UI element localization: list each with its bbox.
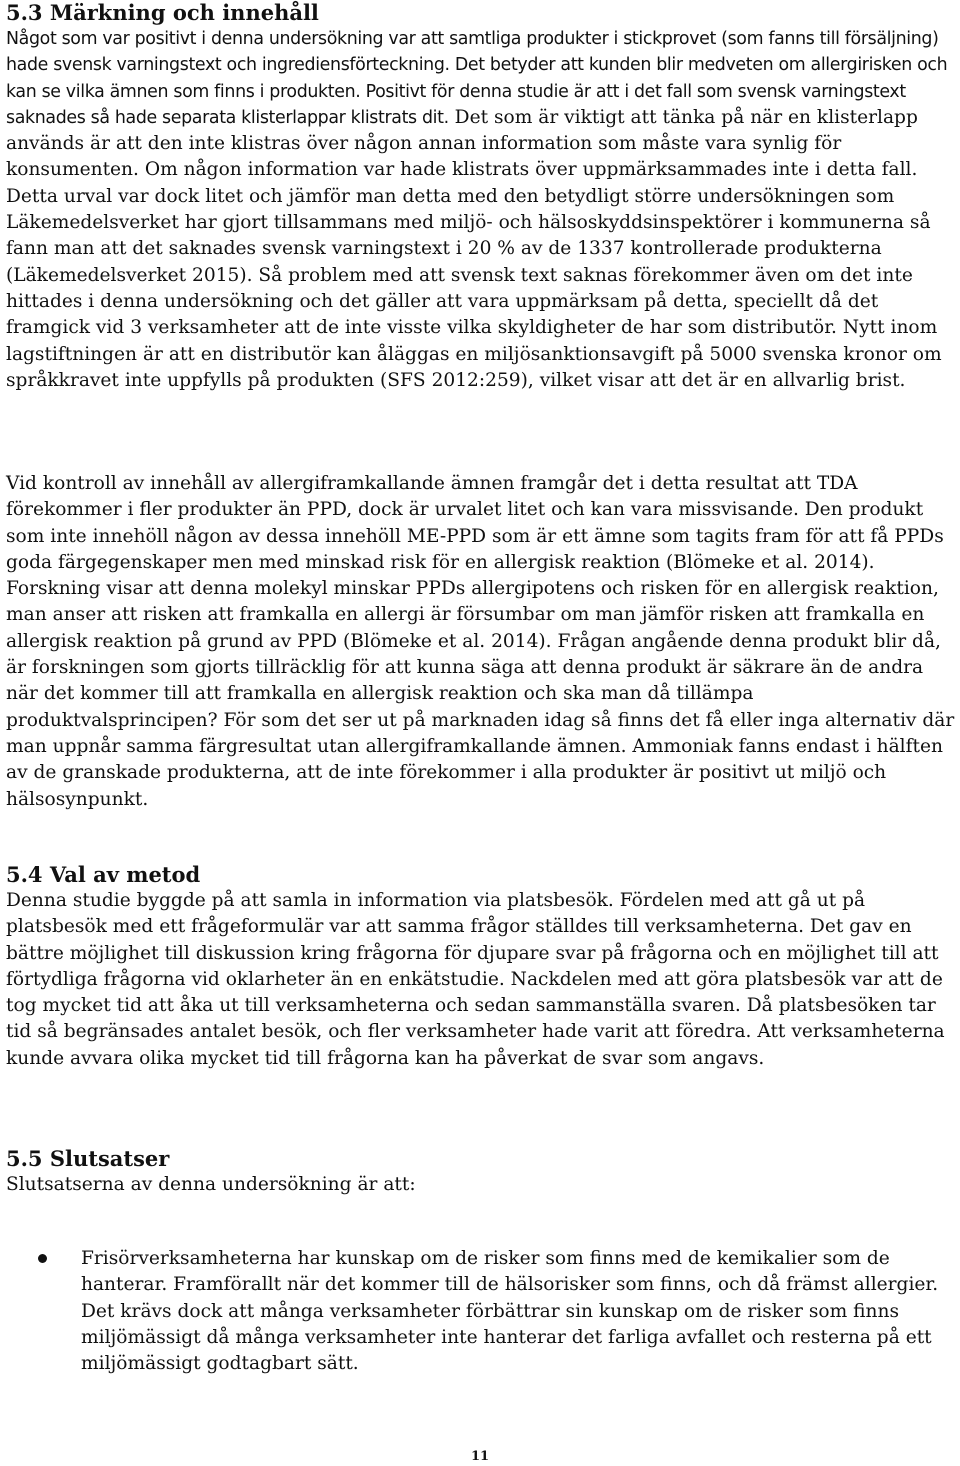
page-number: 11	[470, 1449, 490, 1464]
bullet-dot-icon	[38, 1254, 47, 1263]
paragraph-marking-serif-part: Det som är viktigt att tänka på när en klisterlapp används är att den inte klistras över någon annan information som måste vara synlig för konsumenten. Om någon information var hade klistrats över uppmärksammades inte i detta fall. Detta urval var dock litet och jämför man detta med den betydligt större undersökningen som Läkemedelsverket har gjort tillsammans med miljö- och hälsoskyddsinspektörer i kommunerna så fann man att det saknades svensk varningstext i 20 % av de 1337 kontrollerade produkterna (Läkemedelsverket 2015). Så problem med att svensk text saknas förekommer även om det inte hittades i denna undersökning och det gäller att vara uppmärksam på detta, speciellt då det framgick vid 3 verksamheter att de inte visste vilka skyldigheter de har som distributör. Nytt inom lagstiftningen är att en distributör kan åläggas en miljösanktionsavgift på 5000 svenska kronor om språkkravet inte uppfylls på produkten (SFS 2012:259), vilket visar att det är en allvarlig brist.	[6, 106, 942, 391]
section-5-3	[6, 0, 956, 394]
paragraph-marking-sans-part: Något som var positivt i denna undersökning var att samtliga produkter i stickprovet (som fanns till försäljning) hade svensk varningstext och ingrediensförteckning. Det betyder att kunden blir medveten om allergirisken och kan se vilka ämnen som finns i produkten. Positivt för denna studie är att i det fall som svensk varningstext saknades så hade separata klisterlappar klistrats dit.	[6, 29, 948, 128]
conclusions-intro: Slutsatserna av denna undersökning är att:	[6, 1174, 416, 1195]
list-item	[6, 1246, 956, 1377]
conclusion-text: Frisörverksamheterna har kunskap om de risker som finns med de kemikalier som de hanterar. Framförallt när det kommer till de hälsorisker som finns, och då främst allergier. Det krävs dock att många verksamheter förbättrar sin kunskap om de risker som finns miljömässigt då många verksamheter inte hanterar det farliga avfallet och resterna på ett miljömässigt godtagbart sätt.	[81, 1248, 939, 1375]
section-5-4	[6, 862, 956, 1072]
paragraph-method: Denna studie byggde på att samla in information via platsbesök. Fördelen med att gå ut på platsbesök med ett frågeformulär var att samma frågor ställdes till verksamheterna. Det gav en bättre möjlighet till diskussion kring frågorna för djupare svar på frågorna och en möjlighet till att förtydliga frågorna vid oklarheter än en enkätstudie. Nackdelen med att göra platsbesök var att de tog mycket tid att åka ut till verksamheterna och sedan sammanställa svaren. Då platsbesöken tar tid så begränsades antalet besök, och fler verksamheter hade varit att föredra. Att verksamheterna kunde avvara olika mycket tid till frågorna kan ha påverkat de svar som angavs.	[6, 890, 945, 1069]
conclusions-list	[6, 1246, 956, 1377]
paragraph-allergen-content: Vid kontroll av innehåll av allergiframkallande ämnen framgår det i detta resultat att TDA förekommer i fler produkter än PPD, dock är urvalet litet och kan vara missvisande. Den produkt som inte innehöll någon av dessa innehöll ME-PPD som är ett ämne som tagits fram för att få PPDs goda färgegenskaper men med minskad risk för en allergisk reaktion (Blömeke et al. 2014). Forskning visar att denna molekyl minskar PPDs allergipotens och risken för en allergisk reaktion, man anser att risken att framkalla en allergi är försumbar om man jämför risken att framkalla en allergisk reaktion på grund av PPD (Blömeke et al. 2014). Frågan angående denna produkt blir då, är forskningen som gjorts tillräcklig för att kunna säga att denna produkt är säkrare än de andra när det kommer till att framkalla en allergisk reaktion och ska man då tillämpa produktvalsprincipen? För som det ser ut på marknaden idag så finns det få eller inga alternativ där man uppnår samma färgresultat utan allergiframkallande ämnen. Ammoniak fanns endast i hälften av de granskade produkterna, att de inte förekommer i alla produkter är positivt ut miljö och hälsosynpunkt.	[6, 473, 955, 810]
section-heading-5-5: 5.5 Slutsatser	[6, 1146, 170, 1171]
section-5-5	[6, 1146, 956, 1198]
section-heading-5-3: 5.3 Märkning och innehåll	[6, 0, 319, 25]
paragraph-marking	[6, 26, 956, 394]
section-heading-5-4: 5.4 Val av metod	[6, 862, 201, 887]
